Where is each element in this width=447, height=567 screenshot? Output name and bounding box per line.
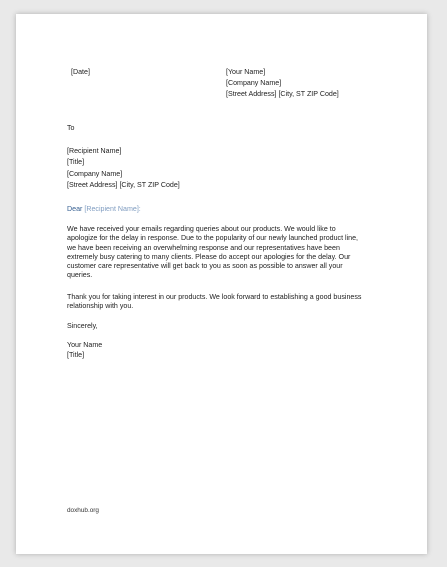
- letter-page: [16, 14, 427, 554]
- body2-line: relationship with you.: [67, 302, 134, 311]
- body1-line: extremely busy catering to many clients. Please do accept our apologies for the delay. Our: [67, 252, 351, 261]
- body-paragraph-2: [67, 293, 389, 312]
- body1-line: apologize for the delay in response. Due to the popularity of our newly launched product line,: [67, 234, 359, 243]
- body1-line: queries.: [67, 271, 93, 280]
- date-field: [Date]: [71, 68, 90, 76]
- sender-company: [Company Name]: [226, 79, 282, 87]
- recipient-address: [Street Address] [City, ST ZIP Code]: [67, 181, 180, 189]
- recipient-company: [Company Name]: [67, 170, 123, 178]
- recipient-name: [Recipient Name]: [67, 147, 122, 155]
- sender-name: [Your Name]: [226, 68, 266, 76]
- signature-title: [Title]: [67, 351, 85, 359]
- closing: Sincerely,: [67, 322, 98, 330]
- footer-site: doxhub.org: [67, 507, 99, 514]
- body1-line: We have received your emails regarding queries about our products. We would like to: [67, 225, 336, 233]
- signature-name: Your Name: [67, 341, 103, 349]
- body2-line: Thank you for taking interest in our products. We look forward to establishing a good business: [67, 293, 362, 301]
- salutation-recipient: [Recipient Name]:: [84, 205, 141, 213]
- sender-address: [Street Address] [City, ST ZIP Code]: [226, 90, 339, 98]
- recipient-title: [Title]: [67, 158, 85, 166]
- body-paragraph-1: [67, 225, 389, 281]
- body1-line: customer care representative will get back to you as soon as possible to answer all your: [67, 262, 343, 271]
- salutation: [67, 204, 141, 215]
- salutation-word: Dear: [67, 205, 83, 213]
- body1-line: we have been receiving an overwhelming response and our representatives have been: [67, 243, 340, 252]
- to-label: To: [67, 124, 75, 132]
